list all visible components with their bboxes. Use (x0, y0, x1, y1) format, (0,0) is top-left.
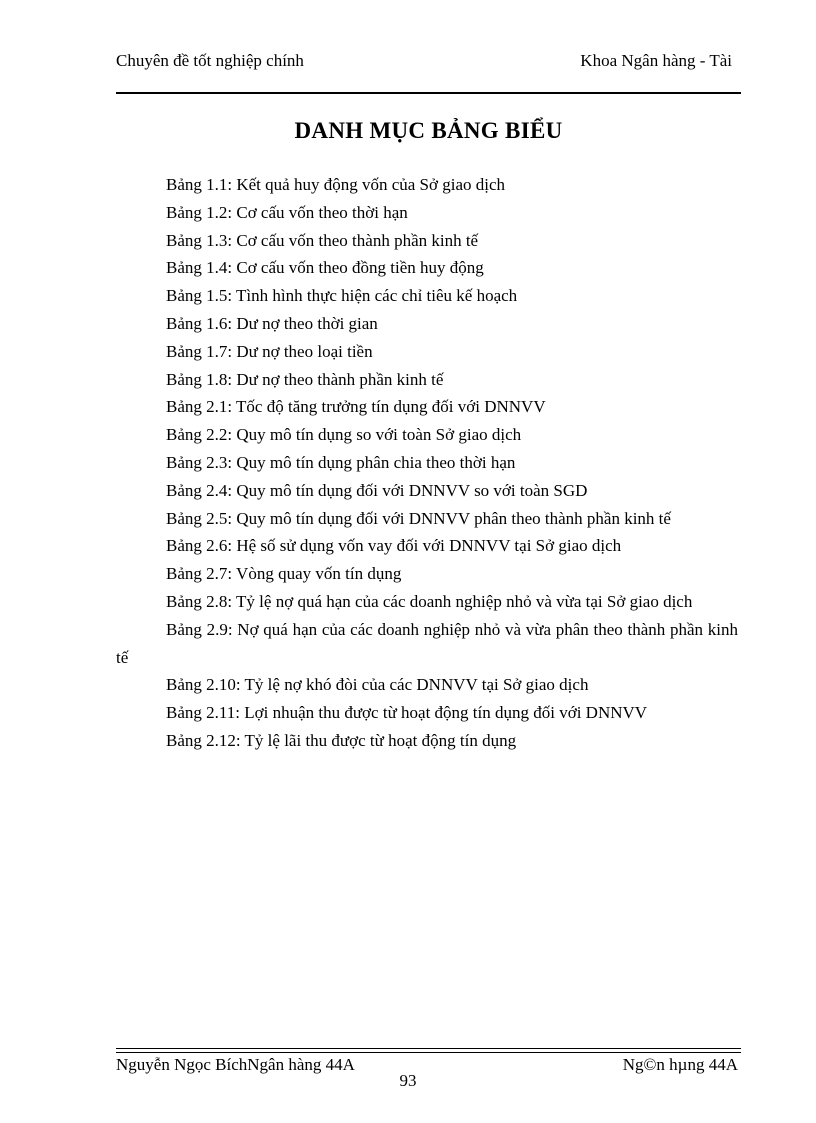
page-title: DANH MỤC BẢNG BIỂU (294, 118, 563, 143)
list-item: Bảng 2.8: Tỷ lệ nợ quá hạn của các doanh nghiệp nhỏ và vừa tại Sở giao dịch (166, 591, 693, 611)
list-item: Bảng 2.9: Nợ quá hạn của các doanh nghiệp nhỏ và vừa phân theo thành phần kinh tế (116, 619, 738, 667)
footer-class: Ng©n hµng 44A (622, 1055, 738, 1074)
list-item: Bảng 2.12: Tỷ lệ lãi thu được từ hoạt động tín dụng (166, 730, 517, 750)
list-item: Bảng 1.5: Tình hình thực hiện các chỉ tiêu kế hoạch (166, 286, 518, 306)
list-item: Bảng 1.2: Cơ cấu vốn theo thời hạn (166, 202, 408, 222)
list-item: Bảng 2.2: Quy mô tín dụng so với toàn Sở giao dịch (166, 425, 522, 445)
list-item: Bảng 2.4: Quy mô tín dụng đối với DNNVV so với toàn SGD (166, 480, 588, 500)
list-item: Bảng 1.8: Dư nợ theo thành phần kinh tế (166, 369, 444, 389)
header-left-text: Chuyên đề tốt nghiệp chính (116, 51, 304, 70)
list-item: Bảng 2.5: Quy mô tín dụng đối với DNNVV phân theo thành phần kinh tế (166, 508, 671, 528)
table-list (116, 171, 738, 755)
footer-author: Nguyễn Ngọc BíchNgân hàng 44A (116, 1055, 355, 1074)
header-right-text: Khoa Ngân hàng - Tài (580, 51, 732, 70)
footer-divider-bottom (116, 1052, 741, 1053)
list-item: Bảng 1.6: Dư nợ theo thời gian (166, 313, 378, 333)
page-number: 93 (399, 1071, 417, 1090)
list-item: Bảng 2.6: Hệ số sử dụng vốn vay đối với DNNVV tại Sở giao dịch (166, 536, 622, 556)
footer-divider-top (116, 1048, 741, 1049)
list-item: Bảng 1.4: Cơ cấu vốn theo đồng tiền huy động (166, 258, 484, 278)
list-item: Bảng 2.1: Tốc độ tăng trưởng tín dụng đối với DNNVV (166, 397, 546, 417)
list-item: Bảng 1.1: Kết quả huy động vốn của Sở giao dịch (166, 175, 506, 194)
list-item: Bảng 2.10: Tỷ lệ nợ khó đòi của các DNNVV tại Sở giao dịch (166, 675, 589, 695)
list-item: Bảng 2.7: Vòng quay vốn tín dụng (166, 564, 402, 584)
list-item: Bảng 1.3: Cơ cấu vốn theo thành phần kinh tế (166, 230, 479, 250)
header-divider (116, 92, 741, 94)
list-item: Bảng 1.7: Dư nợ theo loại tiền (166, 341, 373, 361)
list-item: Bảng 2.3: Quy mô tín dụng phân chia theo thời hạn (166, 452, 516, 472)
list-item: Bảng 2.11: Lợi nhuận thu được từ hoạt động tín dụng đối với DNNVV (166, 703, 648, 723)
